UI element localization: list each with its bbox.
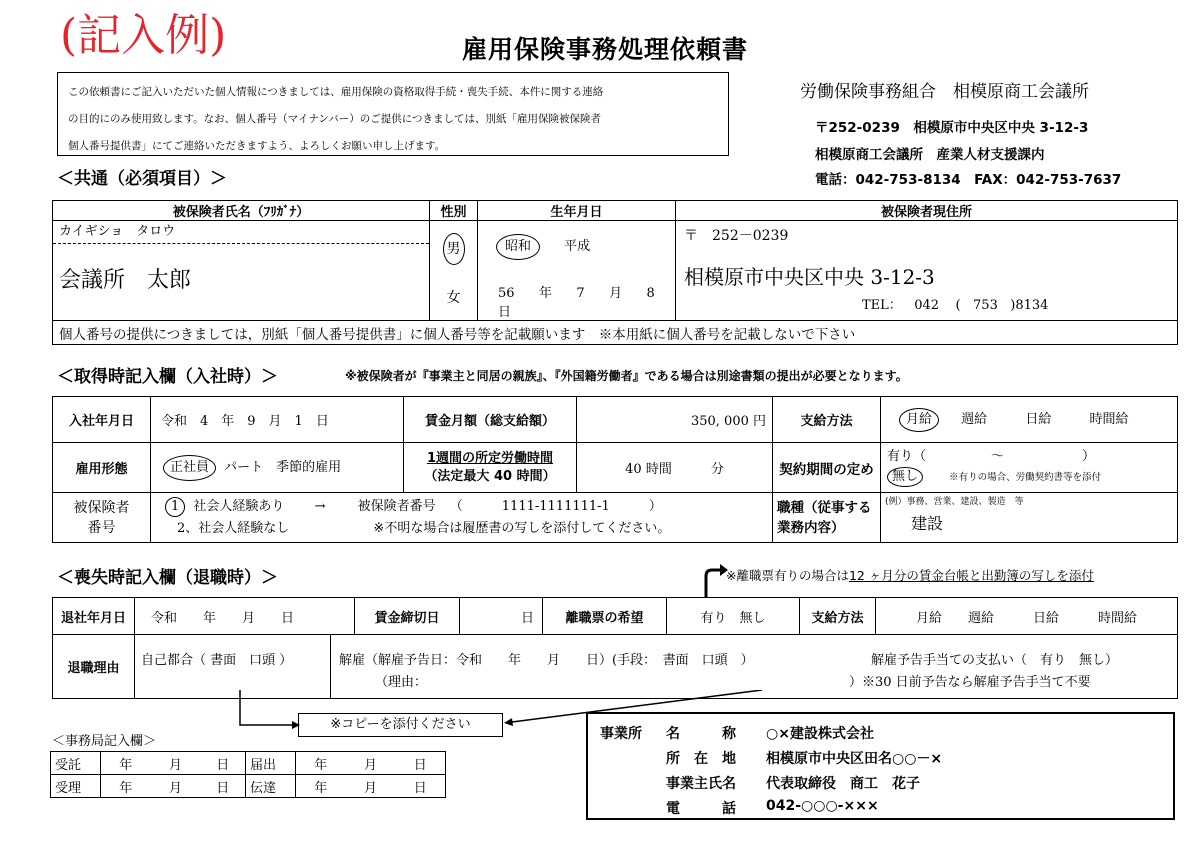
office-cell[interactable]: 年 — [101, 752, 151, 775]
wage-label: 賃金月額（総支給額） — [404, 397, 577, 443]
common-table — [52, 200, 1178, 345]
org-name: 労働保険事務組合 相模原商工会議所 — [800, 82, 1089, 102]
privacy-notice — [57, 72, 729, 156]
postal-code[interactable]: 〒 252－0239 — [684, 228, 789, 244]
kana-field[interactable]: カイギショ タロウ — [53, 221, 429, 244]
copy-note: ※コピーを添付ください — [298, 713, 503, 737]
job-type-cell — [881, 493, 1178, 543]
office-table — [50, 751, 446, 798]
office-cell[interactable]: 日 — [201, 775, 246, 798]
contract-note: ※有りの場合、労働契約書等を添付 — [949, 472, 1102, 483]
loss-note: ※離職票有りの場合は12 ヶ月分の賃金台帳と出勤簿の写しを添付 — [726, 568, 1094, 583]
join-date-field[interactable]: 令和 4 年 9 月 1 日 — [151, 397, 404, 443]
office-cell[interactable]: 日 — [396, 752, 446, 775]
office-cell[interactable]: 日 — [201, 752, 246, 775]
insured-no-label: 被保険者番号 — [357, 498, 436, 514]
company-box — [586, 712, 1175, 820]
pay-method-label: 支給方法 — [773, 397, 881, 443]
insured-no-field[interactable]: （ 1111-1111111-1 ） — [449, 498, 662, 514]
pay-method-options[interactable] — [881, 397, 1178, 443]
cutoff-label: 賃金締切日 — [355, 598, 460, 635]
office-cell: 受理 — [51, 775, 101, 798]
loss-pay-options[interactable]: 月給 週給 日給 時間給 — [876, 598, 1178, 635]
reason-label: 退職理由 — [53, 635, 135, 699]
mynumber-note: 個人番号の提供につきましては，別紙「個人番号提供書」に個人番号等を記載願います ※本用紙に個人番号を記載しないで下さい — [53, 321, 1178, 345]
company-title: 事業所 — [600, 726, 642, 742]
employment-type-label: 雇用形態 — [53, 443, 151, 493]
company-tel-label: 電 話 — [666, 801, 736, 817]
acq-table — [52, 396, 1178, 543]
contract-yes[interactable]: 有り（ ～ ） — [887, 449, 1096, 464]
reason-self[interactable]: 自己都合（ 書面 口頭 ） — [135, 635, 331, 699]
notice-line: この依頼書にご記入いただいた個人情報につきましては、雇用保険の資格取得手続・喪失手続、本件に関する連絡 — [68, 86, 604, 98]
office-cell[interactable]: 月 — [151, 752, 201, 775]
notice-pay[interactable]: 解雇予告手当ての支払い（ 有り 無し） — [871, 653, 1119, 668]
office-cell: 受託 — [51, 752, 101, 775]
exp-yes[interactable]: 社会人経験あり — [193, 498, 285, 514]
office-cell[interactable]: 年 — [296, 752, 346, 775]
job-type-field[interactable]: 建設 — [911, 514, 944, 533]
pay-weekly[interactable]: 週給 — [961, 411, 988, 427]
acq-heading: ＜取得時記入欄（入社時）＞ — [57, 367, 278, 387]
contract-period-options[interactable] — [881, 443, 1178, 493]
separation-slip-label: 離職票の希望 — [543, 598, 667, 635]
header-name: 被保険者氏名（ﾌﾘｶﾞﾅ） — [53, 201, 430, 221]
reason-why[interactable]: （理由： — [375, 675, 428, 690]
insured-number-label: 被保険者 番号 — [53, 493, 151, 543]
pay-daily[interactable]: 日給 — [1025, 411, 1052, 427]
header-birth: 生年月日 — [478, 201, 676, 221]
address-field[interactable]: 相模原市中央区中央 3-12-3 — [684, 265, 935, 289]
loss-table — [52, 597, 1178, 699]
birth-date[interactable]: 56 年 7 月 8 日 — [498, 286, 655, 320]
contract-no[interactable]: 無し — [887, 467, 923, 487]
gender-cell — [430, 221, 478, 321]
notice-pay-note: ）※30 日前予告なら解雇予告手当て不要 — [849, 675, 1091, 690]
contract-period-label: 契約期間の定め — [773, 443, 881, 493]
document-title: 雇用保険事務処理依頼書 — [462, 35, 749, 64]
birth-cell — [478, 221, 676, 321]
emp-others[interactable]: パート 季節的雇用 — [224, 459, 342, 475]
office-cell[interactable]: 年 — [101, 775, 151, 798]
company-name-label: 名 称 — [666, 726, 736, 742]
notice-line: の目的にのみ使用致します。なお、個人番号（マイナンバー）のご提供につきましては、別紙「雇用保険被保険者 — [68, 113, 601, 125]
office-cell[interactable]: 日 — [396, 775, 446, 798]
office-caption: ＜事務局記入欄＞ — [52, 734, 157, 749]
notice-line: 個人番号提供書」にてご連絡いただきますよう、よろしくお願い申し上げます。 — [68, 140, 446, 152]
gender-male[interactable]: 男 — [443, 233, 465, 265]
office-cell: 届出 — [246, 752, 296, 775]
common-heading: ＜共通（必須項目）＞ — [57, 169, 227, 189]
org-address: 〒252-0239 相模原市中央区中央 3-12-3 — [815, 120, 1089, 136]
company-tel[interactable]: 042-○○○-××× — [766, 798, 879, 814]
join-date-label: 入社年月日 — [53, 397, 151, 443]
gender-female[interactable]: 女 — [446, 290, 461, 306]
exp-yes-mark[interactable]: 1 — [165, 497, 185, 517]
job-example: (例）事務、営業、建設、製造 等 — [885, 497, 1024, 507]
company-addr[interactable]: 相模原市中央区田名○○－× — [766, 751, 943, 767]
emp-regular[interactable]: 正社員 — [163, 455, 216, 481]
era-showa[interactable]: 昭和 — [496, 234, 540, 260]
office-cell: 伝達 — [246, 775, 296, 798]
leave-date-label: 退社年月日 — [53, 598, 135, 635]
separation-slip-options[interactable]: 有り 無し — [667, 598, 800, 635]
office-cell[interactable]: 月 — [346, 775, 396, 798]
reason-dismiss[interactable]: 解雇（解雇予告日：令和 年 月 日）(手段： 書面 口頭 ） — [339, 653, 754, 668]
loss-pay-label: 支給方法 — [800, 598, 876, 635]
office-cell[interactable]: 年 — [296, 775, 346, 798]
insured-no-note: ※不明な場合は履歴書の写しを添付してください。 — [373, 520, 671, 536]
arrow: → — [314, 498, 326, 514]
sample-label: (記入例) — [60, 10, 227, 61]
company-owner[interactable]: 代表取締役 商工 花子 — [766, 776, 920, 792]
acq-note: ※被保険者が『事業主と同居の親族』、『外国籍労働者』である場合は別途書類の提出が必要となります。 — [345, 369, 908, 383]
insured-number-cell — [151, 493, 773, 543]
weekly-hours-label: 1週間の所定労働時間 （法定最大 40 時間） — [404, 443, 577, 493]
header-gender: 性別 — [430, 201, 478, 221]
job-type-label: 職種（従事する 業務内容） — [773, 493, 881, 543]
org-dept: 相模原商工会議所 産業人材支援課内 — [815, 147, 1045, 163]
header-address: 被保険者現住所 — [676, 201, 1178, 221]
weekly-hours-field[interactable]: 40 時間 分 — [577, 443, 773, 493]
company-owner-label: 事業主氏名 — [666, 776, 736, 792]
pay-hourly[interactable]: 時間給 — [1089, 411, 1129, 427]
loss-heading: ＜喪失時記入欄（退職時）＞ — [57, 568, 278, 588]
pay-monthly[interactable]: 月給 — [899, 408, 939, 432]
office-cell[interactable]: 月 — [346, 752, 396, 775]
name-field[interactable]: 会議所 太郎 — [59, 268, 192, 293]
company-addr-label: 所 在 地 — [666, 751, 736, 767]
exp-no[interactable]: 2、社会人経験なし — [177, 520, 290, 536]
name-cell — [53, 221, 430, 321]
org-contact: 電話：042-753-8134 FAX：042-753-7637 — [815, 172, 1122, 188]
leave-date-field[interactable]: 令和 年 月 日 — [135, 598, 355, 635]
wage-field[interactable]: 350, 000 円 — [577, 397, 773, 443]
office-cell[interactable]: 月 — [151, 775, 201, 798]
cutoff-field[interactable]: 日 — [460, 598, 543, 635]
reason-cell — [135, 635, 1178, 699]
company-name[interactable]: ○×建設株式会社 — [766, 726, 874, 742]
employment-type-options[interactable] — [151, 443, 404, 493]
address-cell — [676, 221, 1178, 321]
era-heisei[interactable]: 平成 — [564, 239, 591, 254]
tel-field[interactable]: TEL： 042 ( 753 )8134 — [862, 298, 1049, 313]
